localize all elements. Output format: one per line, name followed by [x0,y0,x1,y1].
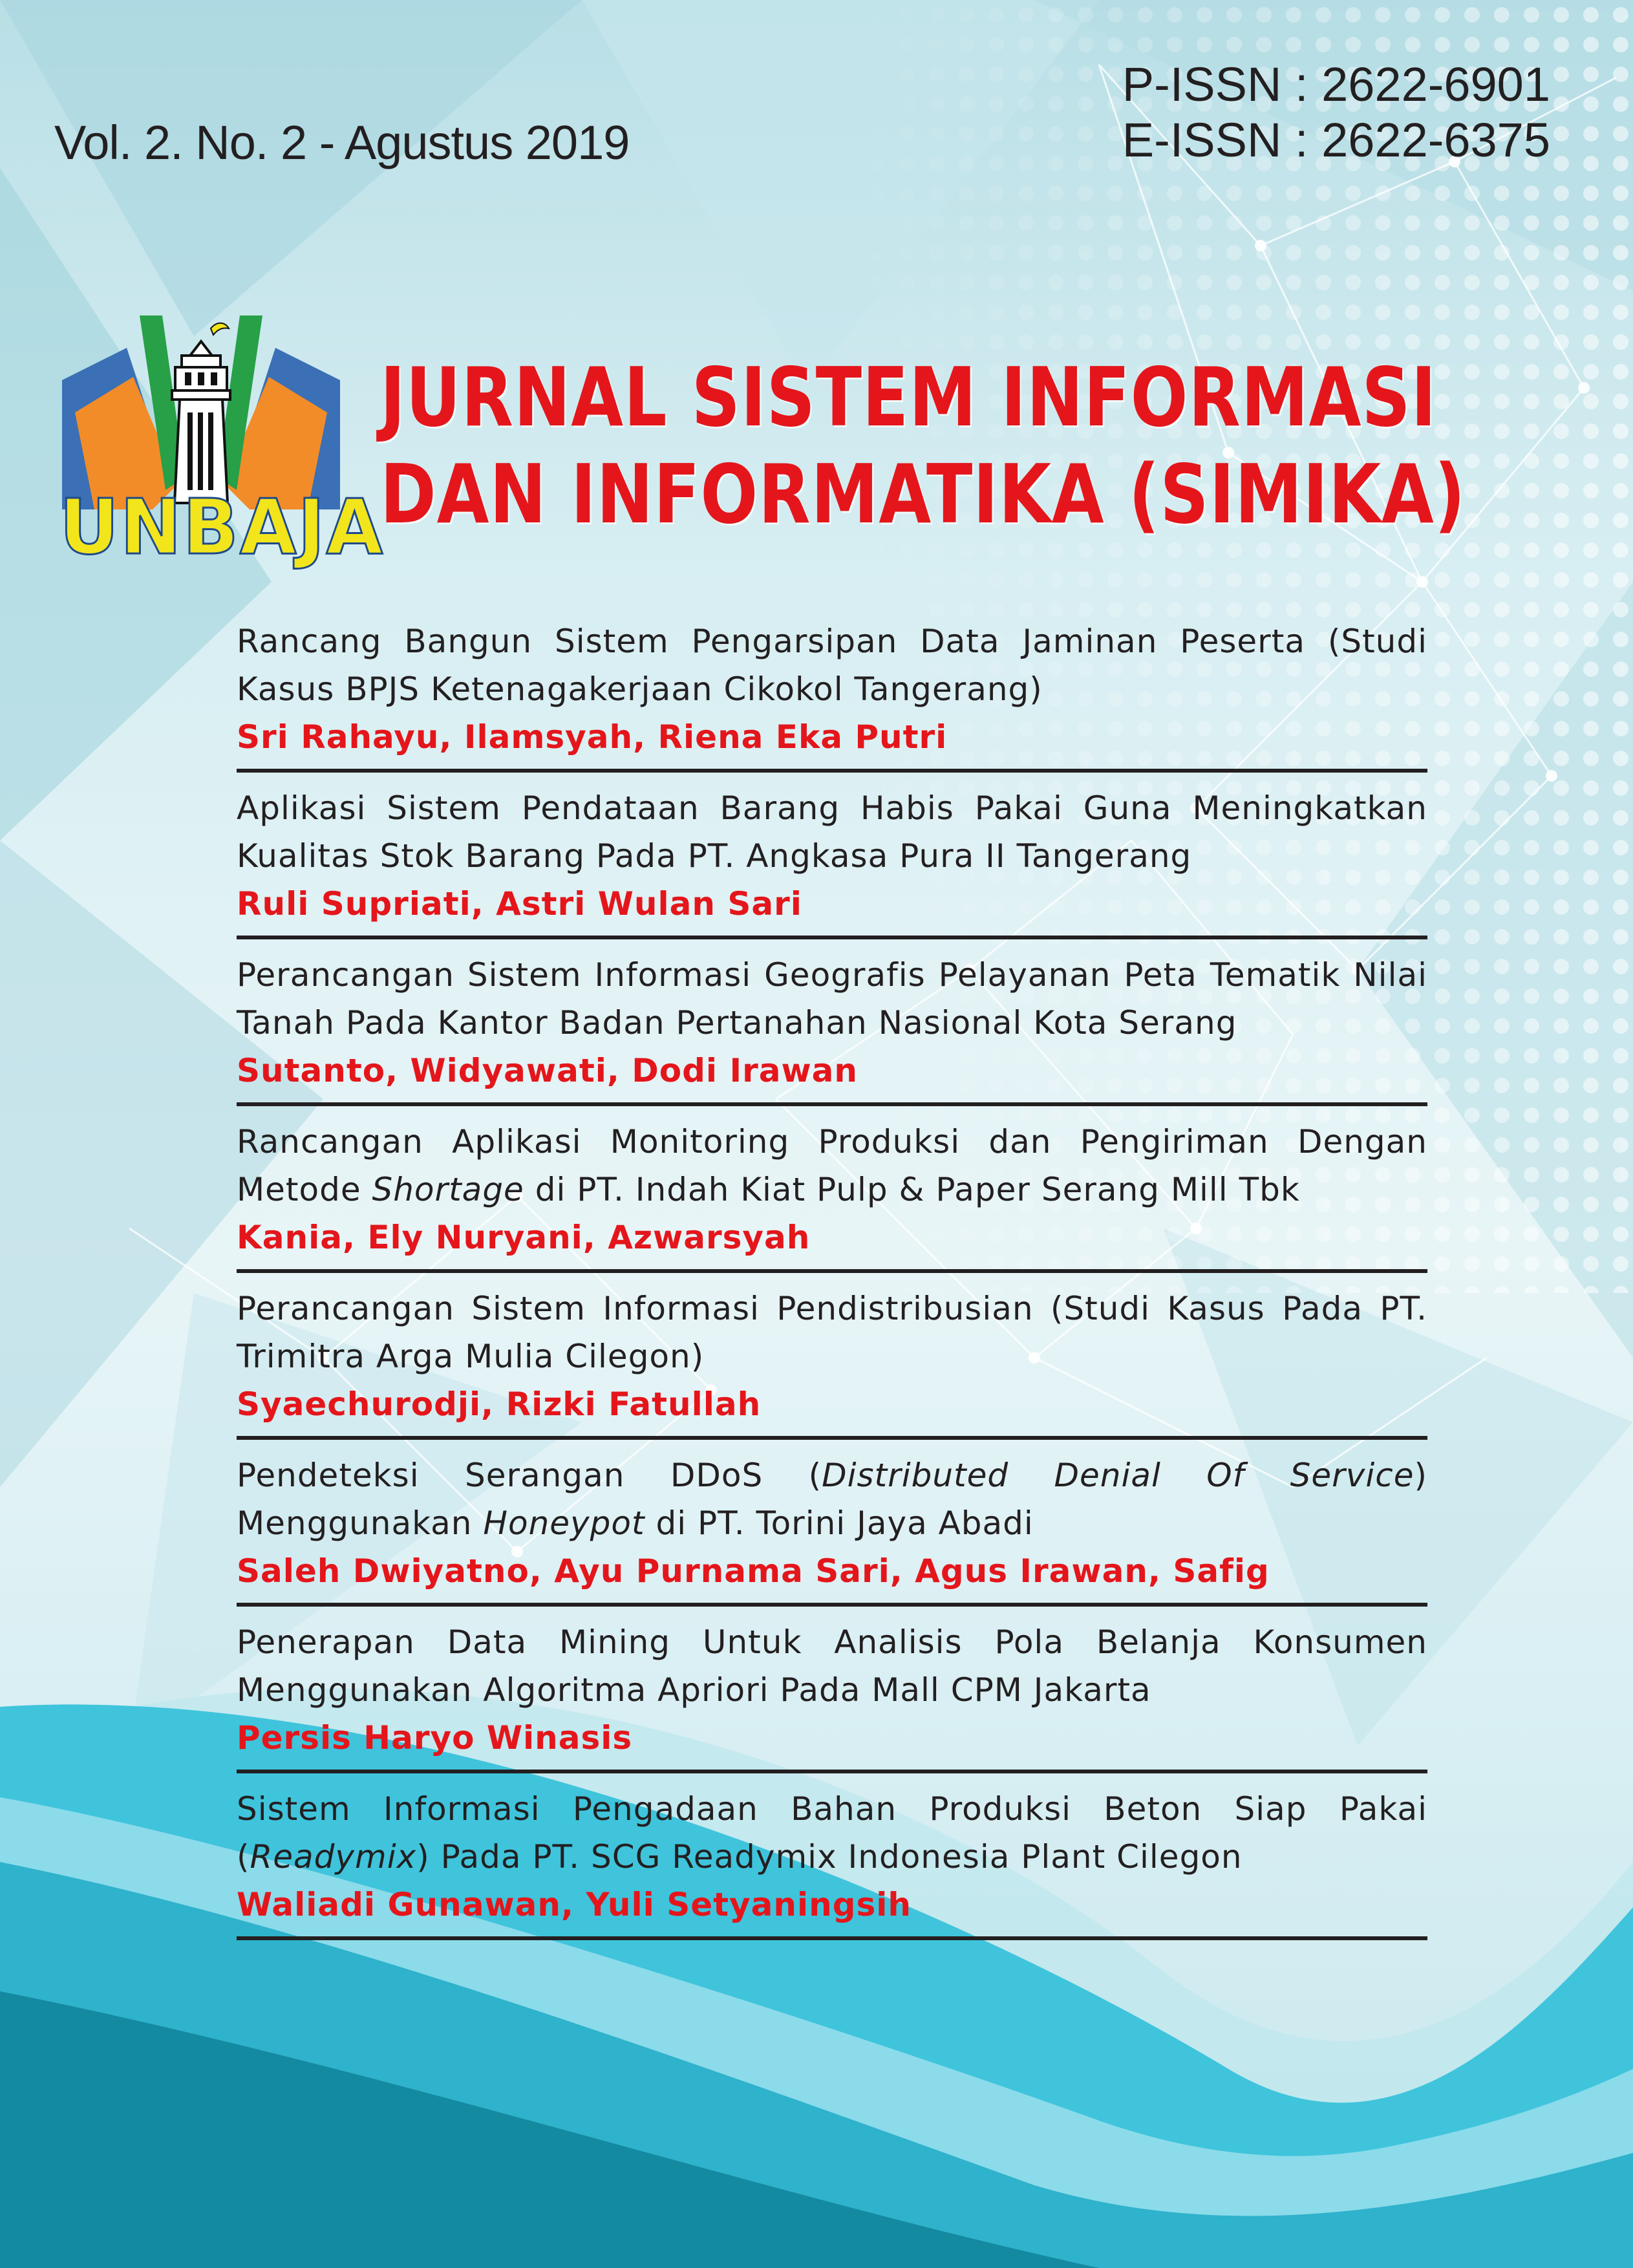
journal-title [380,349,1466,543]
article-entry [237,1785,1427,1940]
article-title-italic-term: Shortage [372,1171,524,1208]
table-of-contents [237,617,1427,1952]
article-divider [237,1936,1427,1940]
article-title [237,1118,1427,1214]
article-divider [237,1102,1427,1106]
article-title-italic-term: Honeypot [483,1504,645,1542]
article-authors: Sutanto, Widyawati, Dodi Irawan [237,1052,859,1089]
journal-title-line-1: JURNAL SISTEM INFORMASI [380,350,1437,445]
article-entry [237,1451,1427,1607]
journal-title-line-2: DAN INFORMATIKA (SIMIKA) [380,447,1466,542]
article-title [237,1285,1427,1380]
article-title-text: Penerapan Data Mining Untuk Analisis Pola Belanja Konsumen Menggunakan Algoritma Apriori Pada Mall CPM Jakarta [237,1623,1427,1709]
unbaja-logo-text: UNBAJA [59,482,385,572]
article-divider [237,936,1427,939]
article-entry [237,1285,1427,1440]
article-title-text: Pendeteksi Serangan DDoS ( [237,1457,822,1494]
article-divider [237,1603,1427,1607]
article-title [237,951,1427,1047]
article-title-text: ) Menggunakan [237,1457,1427,1542]
article-divider [237,1269,1427,1273]
article-title-italic-term: Readymix [250,1838,417,1876]
article-divider [237,1436,1427,1440]
issn-block [1122,57,1550,168]
article-divider [237,769,1427,773]
p-issn: P-ISSN : 2622-6901 [1122,58,1550,111]
article-entry [237,1618,1427,1773]
article-entry [237,1118,1427,1273]
article-entry [237,617,1427,773]
article-title [237,1618,1427,1714]
article-title-text: Perancangan Sistem Informasi Pendistribusian (Studi Kasus Pada PT. Trimitra Arga Mulia Cilegon) [237,1290,1427,1375]
article-title-text: Aplikasi Sistem Pendataan Barang Habis Pakai Guna Meningkatkan Kualitas Stok Barang Pada PT. Angkasa Pura II Tangerang [237,789,1427,875]
article-authors: Sri Rahayu, Ilamsyah, Riena Eka Putri [237,718,948,756]
article-authors: Kania, Ely Nuryani, Azwarsyah [237,1219,811,1256]
article-divider [237,1770,1427,1773]
article-authors: Ruli Supriati, Astri Wulan Sari [237,885,802,923]
article-authors: Persis Haryo Winasis [237,1719,633,1757]
article-entry [237,784,1427,939]
article-title [237,617,1427,713]
article-title [237,1785,1427,1881]
article-title-text: di PT. Torini Jaya Abadi [645,1504,1034,1542]
article-authors: Saleh Dwiyatno, Ayu Purnama Sari, Agus Irawan, Safig [237,1552,1270,1590]
article-title-text: Rancang Bangun Sistem Pengarsipan Data Jaminan Peserta (Studi Kasus BPJS Ketenagakerjaan Cikokol Tangerang) [237,623,1427,708]
e-issn: E-ISSN : 2622-6375 [1122,113,1550,167]
article-title-text: ) Pada PT. SCG Readymix Indonesia Plant Cilegon [416,1838,1243,1876]
article-title-text: di PT. Indah Kiat Pulp & Paper Serang Mill Tbk [524,1171,1300,1208]
volume-issue-date: Vol. 2. No. 2 - Agustus 2019 [54,116,630,169]
article-title-text: Sistem Informasi Pengadaan Bahan Produksi Beton Siap Pakai ( [237,1790,1427,1876]
article-title [237,784,1427,880]
article-authors: Syaechurodji, Rizki Fatullah [237,1385,762,1423]
article-authors: Waliadi Gunawan, Yuli Setyaningsih [237,1886,912,1923]
article-title-italic-term: Distributed Denial Of Service [822,1457,1414,1494]
article-title-text: Perancangan Sistem Informasi Geografis Pelayanan Peta Tematik Nilai Tanah Pada Kantor Badan Pertanahan Nasional Kota Serang [237,956,1427,1042]
article-title-text: Rancangan Aplikasi Monitoring Produksi dan Pengiriman Dengan Metode [237,1123,1427,1208]
article-entry [237,951,1427,1106]
article-title [237,1451,1427,1547]
